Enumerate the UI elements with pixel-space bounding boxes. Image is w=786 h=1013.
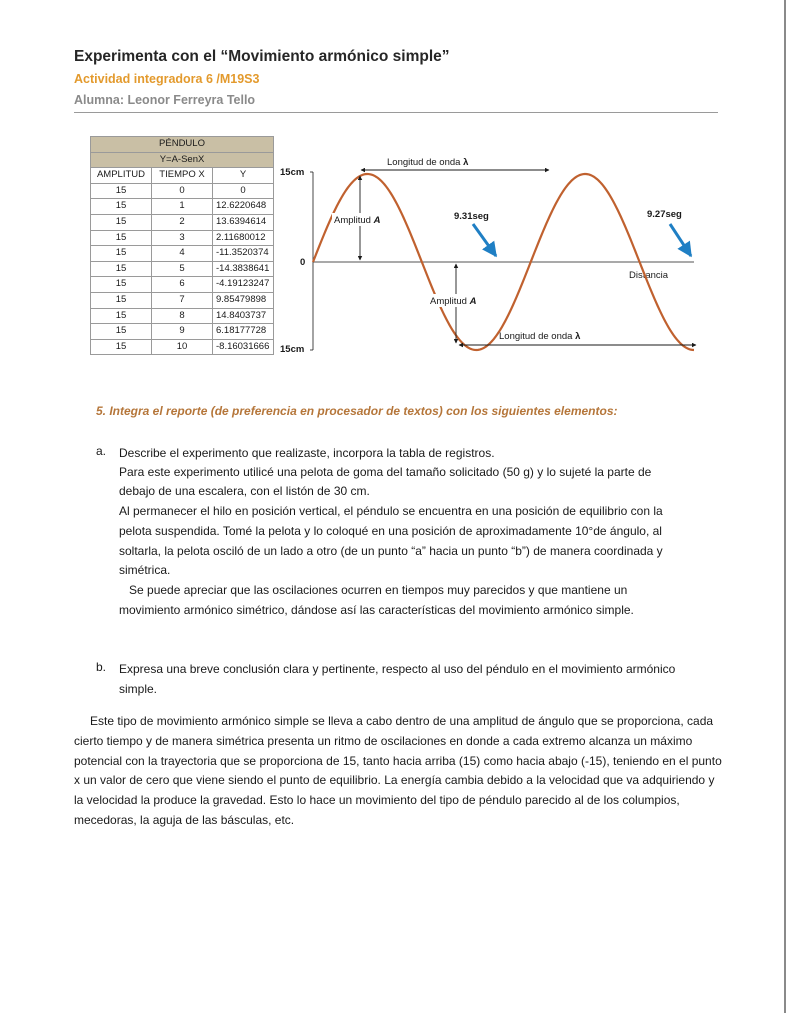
table-row	[91, 292, 274, 308]
table-cell: 15	[91, 308, 152, 324]
table-cell: 1	[152, 199, 213, 215]
column-header-tiempo: TIEMPO X	[152, 168, 213, 184]
y-top-label: 15cm	[280, 167, 305, 178]
table-cell: 15	[91, 292, 152, 308]
y-bottom-label: 15cm	[280, 344, 305, 355]
time-arrow-1	[473, 224, 496, 256]
table-row	[91, 246, 274, 262]
table-cell: 15	[91, 183, 152, 199]
table-cell: 6	[152, 277, 213, 293]
item-a-line: debajo de una escalera, con el listón de 30 cm.	[119, 484, 370, 498]
table-cell: 9	[152, 324, 213, 340]
item-a-line: Para este experimento utilicé una pelota de goma del tamaño solicitado (50 g) y lo sujeté la parte de	[119, 465, 652, 479]
item-a-line: Al permanecer el hilo en posición vertical, el péndulo se encuentra en una posición de equilibrio con la	[119, 504, 663, 518]
table-cell: 2.11680012	[213, 230, 274, 246]
item-a-line: soltarla, la pelota osciló de un lado a otro (de un punto “a” hacia un punto “b”) de manera coordinada y	[119, 544, 663, 558]
table-title: PÉNDULO	[91, 137, 274, 153]
amplitude-label-2: Amplitud A	[430, 296, 477, 307]
table-cell: 15	[91, 277, 152, 293]
table-cell: 15	[91, 246, 152, 262]
table-cell: 0	[152, 183, 213, 199]
table-cell: 15	[91, 339, 152, 355]
pendulum-table	[90, 136, 274, 355]
item-a-marker: a.	[96, 444, 107, 458]
item-a-line: Se puede apreciar que las oscilaciones ocurren en tiempos muy parecidos y que mantiene un	[119, 583, 628, 597]
table-row	[91, 261, 274, 277]
table-cell: -8.16031666	[213, 339, 274, 355]
distance-label: Distancia	[629, 270, 669, 281]
table-cell: 15	[91, 199, 152, 215]
table-cell: 15	[91, 261, 152, 277]
document-subtitle: Actividad integradora 6 /M19S3	[74, 72, 260, 86]
table-row	[91, 183, 274, 199]
table-row	[91, 214, 274, 230]
wavelength-bottom-label: Longitud de onda λ	[499, 331, 581, 342]
conclusion-paragraph: Este tipo de movimiento armónico simple se lleva a cabo dentro de una amplitud de ángulo que se proporciona, cada cierto tiempo y de manera simétrica presenta un ritmo de oscilaciones en donde a cada extremo alcanza un máximo potencial con la trayectoria que se proporciona de 15, tanto hacia arriba (15) como hacia abajo (-15), teniendo en el punto x un valor de cero que viene siendo el punto de equilibrio. La energía cambia debido a la velocidad que va adquiriendo y la velocidad la produce la gravedad. Esto lo hace un movimiento del tipo de péndulo parecido al de los columpios, mecedoras, la aguja de las básculas, etc.	[74, 714, 722, 827]
table-cell: -14.3838641	[213, 261, 274, 277]
table-row	[91, 308, 274, 324]
table-cell: 15	[91, 214, 152, 230]
section-heading: 5. Integra el reporte (de preferencia en procesador de textos) con los siguientes elementos:	[96, 404, 618, 418]
table-cell: -4.19123247	[213, 277, 274, 293]
table-row	[91, 277, 274, 293]
item-a-line: movimiento armónico simétrico, dándose así las características del movimiento armónico simple.	[119, 603, 634, 617]
table-cell: 5	[152, 261, 213, 277]
table-cell: 3	[152, 230, 213, 246]
table-row	[91, 230, 274, 246]
table-cell: 4	[152, 246, 213, 262]
table-cell: 7	[152, 292, 213, 308]
item-b-marker: b.	[96, 660, 107, 674]
table-cell: 8	[152, 308, 213, 324]
table-cell: 14.8403737	[213, 308, 274, 324]
time-arrow-2	[670, 224, 691, 256]
table-cell: 12.6220648	[213, 199, 274, 215]
table-cell: 6.18177728	[213, 324, 274, 340]
table-cell: 0	[213, 183, 274, 199]
table-cell: 13.6394614	[213, 214, 274, 230]
table-row	[91, 339, 274, 355]
column-header-amplitud: AMPLITUD	[91, 168, 152, 184]
item-a-line: simétrica.	[119, 563, 171, 577]
table-formula: Y=A-SenX	[91, 152, 274, 168]
table-cell: 10	[152, 339, 213, 355]
item-a-line: pelota suspendida. Tomé la pelota y lo coloqué en una posición de aproximadamente 10°de ángulo, al	[119, 524, 662, 538]
document-title: Experimenta con el “Movimiento armónico simple”	[74, 48, 450, 65]
item-a-line: Describe el experimento que realizaste, incorpora la tabla de registros.	[119, 446, 495, 460]
table-row	[91, 199, 274, 215]
table-row	[91, 324, 274, 340]
item-b-line: Expresa una breve conclusión clara y pertinente, respecto al uso del péndulo en el movimiento armónico	[119, 662, 676, 676]
table-cell: 15	[91, 230, 152, 246]
time-label-2: 9.27seg	[647, 209, 682, 220]
table-cell: 15	[91, 324, 152, 340]
amplitude-label-1: Amplitud A	[334, 215, 381, 226]
time-label-1: 9.31seg	[454, 211, 489, 222]
table-cell: -11.3520374	[213, 246, 274, 262]
wavelength-top-label: Longitud de onda λ	[387, 157, 469, 168]
table-cell: 2	[152, 214, 213, 230]
document-author: Alumna: Leonor Ferreyra Tello	[74, 93, 256, 107]
item-b-line: simple.	[119, 682, 158, 696]
y-zero-label: 0	[300, 257, 306, 268]
wave-diagram	[276, 150, 726, 360]
header-divider	[74, 112, 718, 113]
table-cell: 9.85479898	[213, 292, 274, 308]
column-header-y: Y	[213, 168, 274, 184]
